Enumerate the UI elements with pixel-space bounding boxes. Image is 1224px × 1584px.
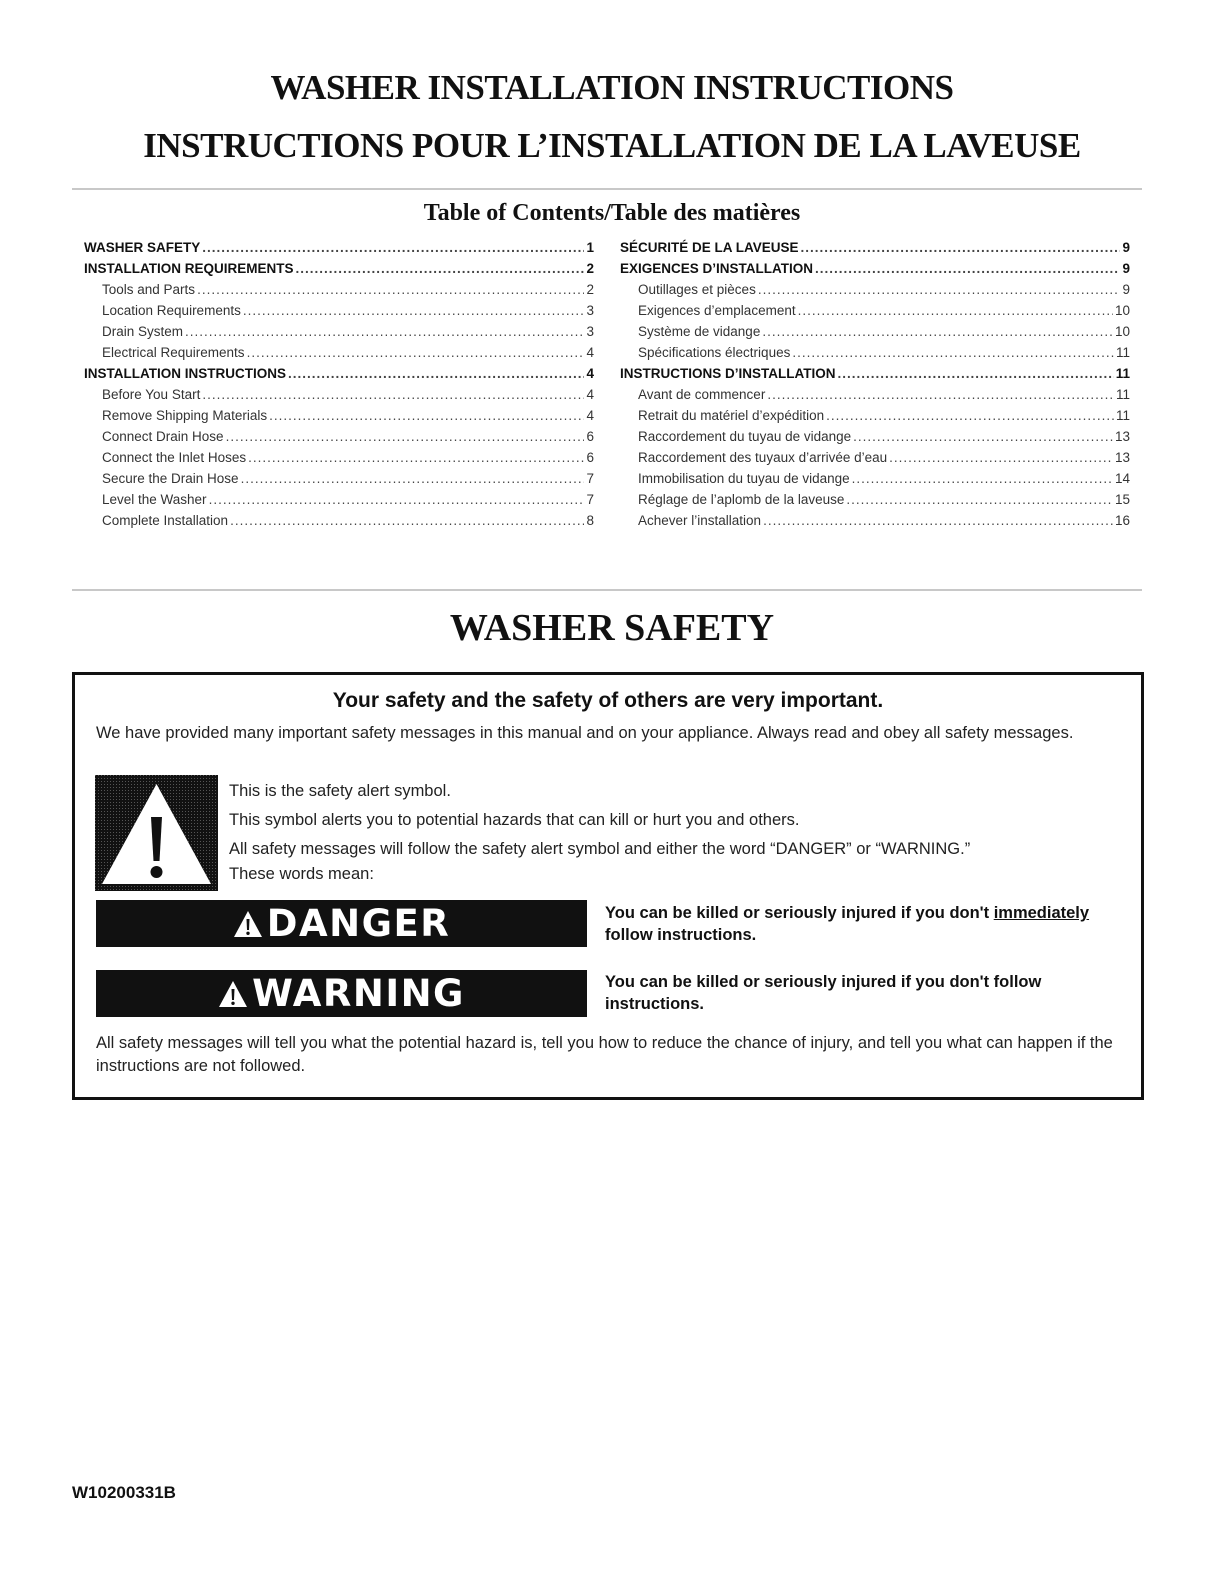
toc-entry-page: 7: [586, 492, 594, 507]
toc-leader-dots: [248, 447, 584, 468]
toc-entry-label: Exigences d’emplacement: [638, 303, 796, 318]
toc-entry: [620, 237, 1130, 258]
toc-leader-dots: [838, 363, 1114, 384]
toc-heading: Table of Contents/Table des matières: [423, 200, 801, 226]
toc-entry: [84, 510, 594, 531]
toc-entry-label: INSTRUCTIONS D’INSTALLATION: [620, 366, 836, 381]
toc-entry-page: 1: [586, 240, 594, 255]
toc-entry: [620, 342, 1130, 363]
title-french: INSTRUCTIONS POUR L’INSTALLATION DE LA LAVEUSE: [143, 126, 1081, 165]
title-english: WASHER INSTALLATION INSTRUCTIONS: [270, 68, 954, 107]
toc-entry: [84, 468, 594, 489]
toc-entry-label: Before You Start: [102, 387, 201, 402]
toc-entry: [84, 279, 594, 300]
toc-entry-label: Secure the Drain Hose: [102, 471, 239, 486]
toc-entry: [620, 384, 1130, 405]
toc-entry-label: Outillages et pièces: [638, 282, 756, 297]
toc-entry-page: 11: [1115, 408, 1130, 423]
toc-entry: [620, 447, 1130, 468]
toc-entry-label: Immobilisation du tuyau de vidange: [638, 471, 850, 486]
danger-description: [605, 902, 1135, 946]
danger-text-before: You can be killed or seriously injured if you don't: [605, 904, 994, 922]
toc-leader-dots: [269, 405, 584, 426]
toc-entry: [620, 468, 1130, 489]
toc-entry: [620, 510, 1130, 531]
toc-entry-page: 14: [1114, 471, 1130, 486]
toc-leader-dots: [185, 321, 584, 342]
toc-entry: [620, 279, 1130, 300]
toc-entry-page: 6: [586, 429, 594, 444]
warning-description: You can be killed or seriously injured if you don't follow instructions.: [605, 973, 1042, 1013]
toc-french-column: [620, 237, 1130, 531]
toc-entry-page: 2: [586, 261, 594, 276]
toc-entry-label: Electrical Requirements: [102, 345, 245, 360]
toc-entry-page: 16: [1114, 513, 1130, 528]
danger-label: DANGER: [266, 902, 451, 945]
divider-middle: [72, 589, 1142, 591]
toc-entry: [620, 426, 1130, 447]
alert-line-signal-words: All safety messages will follow the safety alert symbol and either the word “DANGER” or “WARNING.”: [229, 840, 971, 858]
toc-entry: [620, 489, 1130, 510]
toc-entry-page: 10: [1114, 303, 1130, 318]
safety-intro: We have provided many important safety messages in this manual and on your appliance. Always read and obey all safety messages.: [96, 724, 1074, 742]
toc-entry: [84, 342, 594, 363]
toc-entry-label: Système de vidange: [638, 324, 761, 339]
alert-line-symbol: This is the safety alert symbol.: [229, 782, 451, 800]
danger-banner: [96, 900, 587, 947]
toc-leader-dots: [230, 510, 584, 531]
safety-closing: All safety messages will tell you what the potential hazard is, tell you how to reduce the chance of injury, and tell you what can happen if the instructions are not followed.: [96, 1034, 1113, 1075]
toc-leader-dots: [288, 363, 584, 384]
toc-leader-dots: [826, 405, 1114, 426]
toc-entry-label: Raccordement du tuyau de vidange: [638, 429, 852, 444]
toc-entry: [84, 489, 594, 510]
danger-alert-icon: [233, 910, 263, 938]
toc-entry-page: 10: [1114, 324, 1130, 339]
toc-entry-label: EXIGENCES D’INSTALLATION: [620, 261, 814, 276]
toc-entry-page: 2: [586, 282, 594, 297]
toc-entry-label: Location Requirements: [102, 303, 241, 318]
toc-leader-dots: [202, 237, 584, 258]
toc-entry-label: Retrait du matériel d’expédition: [638, 408, 825, 423]
toc-entry: [84, 447, 594, 468]
toc-entry: [84, 384, 594, 405]
toc-entry: [84, 405, 594, 426]
toc-leader-dots: [815, 258, 1120, 279]
toc-entry-page: 9: [1122, 282, 1130, 297]
toc-entry: [620, 321, 1130, 342]
divider-top: [72, 188, 1142, 190]
safety-box: [72, 672, 1144, 1100]
toc-entry: [84, 321, 594, 342]
toc-entry-page: 9: [1122, 240, 1130, 255]
toc-entry-page: 4: [586, 366, 594, 381]
toc-english-column: [84, 237, 594, 531]
toc-entry-page: 8: [586, 513, 594, 528]
toc-leader-dots: [758, 279, 1121, 300]
toc-entry-label: Réglage de l’aplomb de la laveuse: [638, 492, 845, 507]
toc-leader-dots: [889, 447, 1113, 468]
danger-text-after: follow instructions.: [605, 926, 757, 944]
toc-entry-label: Raccordement des tuyaux d’arrivée d’eau: [638, 450, 888, 465]
toc-entry-page: 4: [586, 345, 594, 360]
toc-leader-dots: [801, 237, 1121, 258]
toc-entry: [620, 300, 1130, 321]
toc-leader-dots: [853, 426, 1113, 447]
toc-entry-label: Drain System: [102, 324, 184, 339]
toc-entry: [84, 300, 594, 321]
warning-alert-icon: [218, 980, 248, 1008]
toc-leader-dots: [767, 384, 1114, 405]
toc-leader-dots: [197, 279, 584, 300]
safety-box-heading: Your safety and the safety of others are very important.: [332, 689, 884, 712]
toc-entry-label: Connect Drain Hose: [102, 429, 224, 444]
toc-entry-label: INSTALLATION REQUIREMENTS: [84, 261, 294, 276]
alert-line-meaning: These words mean:: [229, 865, 374, 883]
toc-entry-page: 4: [586, 387, 594, 402]
toc-leader-dots: [243, 300, 585, 321]
toc-entry-label: Remove Shipping Materials: [102, 408, 268, 423]
toc-entry: [620, 258, 1130, 279]
toc-entry-page: 4: [586, 408, 594, 423]
toc-leader-dots: [763, 510, 1113, 531]
toc-leader-dots: [247, 342, 585, 363]
alert-explanation: [229, 780, 1089, 886]
toc-leader-dots: [241, 468, 585, 489]
toc-entry-page: 3: [586, 303, 594, 318]
toc-entry: [84, 258, 594, 279]
toc-entry-label: Level the Washer: [102, 492, 207, 507]
toc-entry: [620, 363, 1130, 384]
toc-entry-label: Achever l’installation: [638, 513, 762, 528]
toc-leader-dots: [852, 468, 1113, 489]
toc-entry-page: 7: [586, 471, 594, 486]
toc-entry-page: 13: [1114, 450, 1130, 465]
toc-entry: [84, 426, 594, 447]
toc-entry: [620, 405, 1130, 426]
toc-leader-dots: [846, 489, 1113, 510]
warning-label: WARNING: [252, 972, 465, 1015]
toc-entry: [84, 363, 594, 384]
toc-entry-label: Spécifications électriques: [638, 345, 791, 360]
toc-entry-page: 6: [586, 450, 594, 465]
toc-entry-label: INSTALLATION INSTRUCTIONS: [84, 366, 286, 381]
toc-entry-page: 3: [586, 324, 594, 339]
danger-text-emphasis: immediately: [993, 904, 1090, 922]
toc-leader-dots: [798, 300, 1113, 321]
toc-entry: [84, 237, 594, 258]
section-title: WASHER SAFETY: [449, 607, 775, 649]
toc-entry-label: Complete Installation: [102, 513, 229, 528]
toc-entry-label: Avant de commencer: [638, 387, 766, 402]
toc-entry-page: 11: [1115, 345, 1130, 360]
toc-entry-label: Connect the Inlet Hoses: [102, 450, 247, 465]
toc-entry-page: 11: [1115, 366, 1130, 381]
toc-entry-page: 11: [1115, 387, 1130, 402]
document-number: W10200331B: [72, 1483, 176, 1502]
toc-leader-dots: [202, 384, 584, 405]
toc-entry-page: 13: [1114, 429, 1130, 444]
alert-line-hazards: This symbol alerts you to potential hazards that can kill or hurt you and others.: [229, 811, 800, 829]
toc-leader-dots: [762, 321, 1113, 342]
safety-alert-triangle-icon: [95, 775, 218, 891]
toc-leader-dots: [209, 489, 585, 510]
toc-entry-page: 9: [1122, 261, 1130, 276]
toc-entry-label: SÉCURITÉ DE LA LAVEUSE: [620, 240, 799, 255]
toc-entry-label: WASHER SAFETY: [84, 240, 201, 255]
toc-leader-dots: [792, 342, 1114, 363]
toc-leader-dots: [226, 426, 585, 447]
warning-banner: [96, 970, 587, 1017]
toc-entry-label: Tools and Parts: [102, 282, 196, 297]
toc-leader-dots: [296, 258, 585, 279]
toc-entry-page: 15: [1114, 492, 1130, 507]
